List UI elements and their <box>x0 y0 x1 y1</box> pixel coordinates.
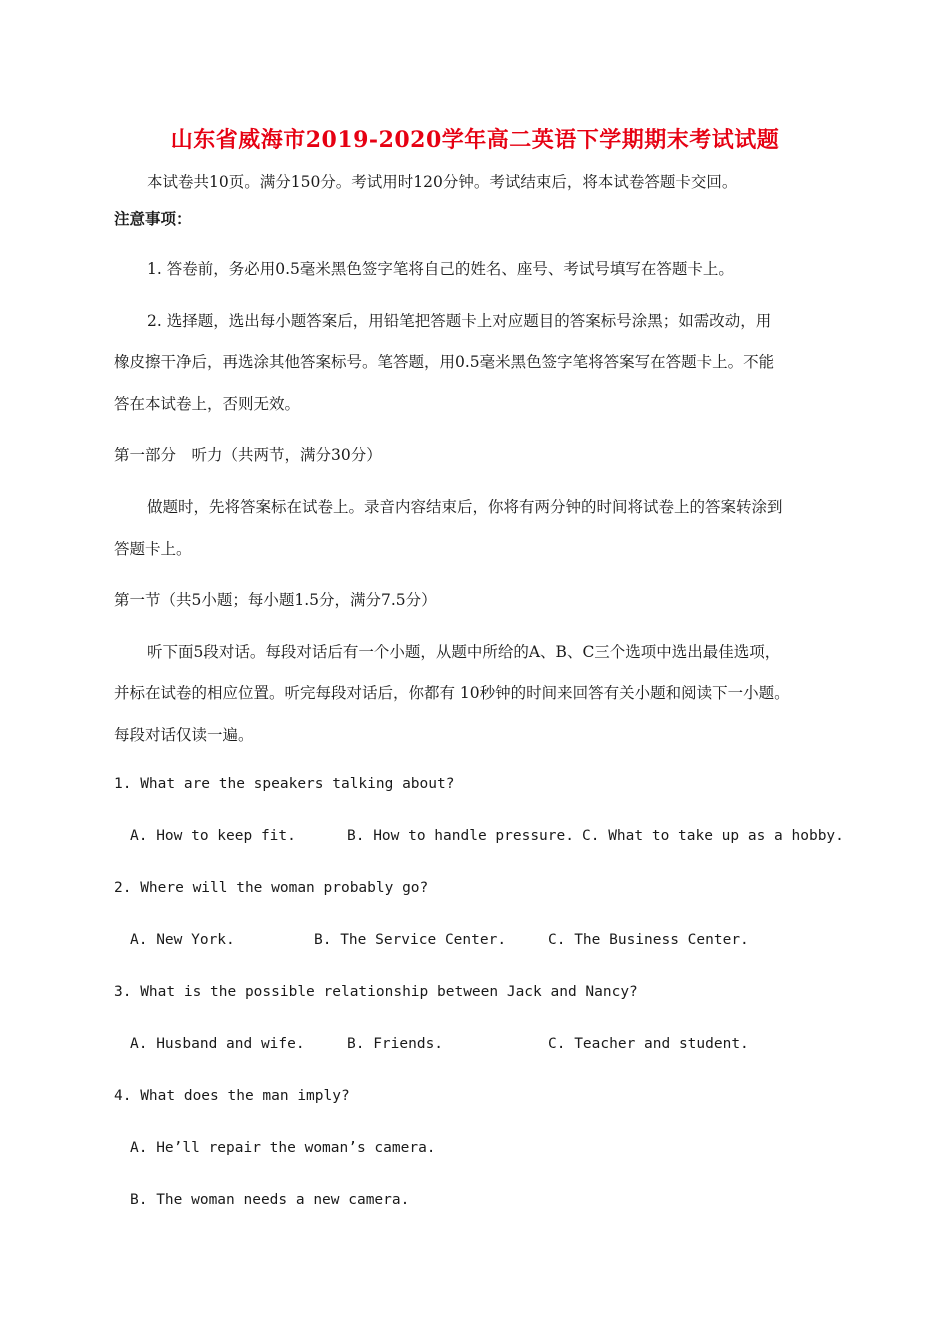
question-4: 4. What does the man imply? <box>114 1088 350 1104</box>
question-4-option-a: A. He’ll repair the woman’s camera. <box>130 1140 436 1156</box>
question-3-option-b: B. Friends. <box>347 1036 444 1052</box>
question-2-option-b: B. The Service Center. <box>314 932 507 948</box>
section1-instruction-line-1: 听下面5段对话。每段对话后有一个小题，从题中所给的A、B、C三个选项中选出最佳选项， <box>147 643 781 661</box>
section1-instruction-line-3: 每段对话仅读一遍。 <box>114 726 254 744</box>
intro-text: 本试卷共10页。满分150分。考试用时120分钟。考试结束后，将本试卷答题卡交回。 <box>147 173 738 191</box>
question-1-option-a: A. How to keep fit. <box>130 828 296 844</box>
part1-instruction-line-2: 答题卡上。 <box>114 540 192 558</box>
question-3-option-a: A. Husband and wife. <box>130 1036 305 1052</box>
question-2: 2. Where will the woman probably go? <box>114 880 429 896</box>
page-title: 山东省威海市2019-2020学年高二英语下学期期末考试试题 <box>170 127 780 153</box>
part1-heading: 第一部分 听力（共两节，满分30分） <box>114 446 382 464</box>
section1-heading: 第一节（共5小题；每小题1.5分，满分7.5分） <box>114 591 437 609</box>
notice-item-2-line-2: 橡皮擦干净后，再选涂其他答案标号。笔答题，用0.5毫米黑色签字笔将答案写在答题卡上。不能 <box>114 353 775 371</box>
notice-item-2-line-1: 2. 选择题，选出每小题答案后，用铅笔把答题卡上对应题目的答案标号涂黑；如需改动，用 <box>147 312 772 330</box>
question-1: 1. What are the speakers talking about? <box>114 776 455 792</box>
question-3: 3. What is the possible relationship between Jack and Nancy? <box>114 984 638 1000</box>
question-1-option-c: C. What to take up as a hobby. <box>582 828 844 844</box>
section1-instruction-line-2: 并标在试卷的相应位置。听完每段对话后，你都有 10秒钟的时间来回答有关小题和阅读下一小题。 <box>114 684 790 702</box>
notice-item-2-line-3: 答在本试卷上，否则无效。 <box>114 395 301 413</box>
notice-item-1: 1. 答卷前，务必用0.5毫米黑色签字笔将自己的姓名、座号、考试号填写在答题卡上。 <box>147 260 734 278</box>
question-3-option-c: C. Teacher and student. <box>548 1036 749 1052</box>
part1-instruction-line-1: 做题时，先将答案标在试卷上。录音内容结束后，你将有两分钟的时间将试卷上的答案转涂到 <box>147 498 783 516</box>
question-1-option-b: B. How to handle pressure. <box>347 828 574 844</box>
question-2-option-c: C. The Business Center. <box>548 932 749 948</box>
question-4-option-b: B. The woman needs a new camera. <box>130 1192 410 1208</box>
question-2-option-a: A. New York. <box>130 932 235 948</box>
notice-heading: 注意事项： <box>114 209 192 228</box>
